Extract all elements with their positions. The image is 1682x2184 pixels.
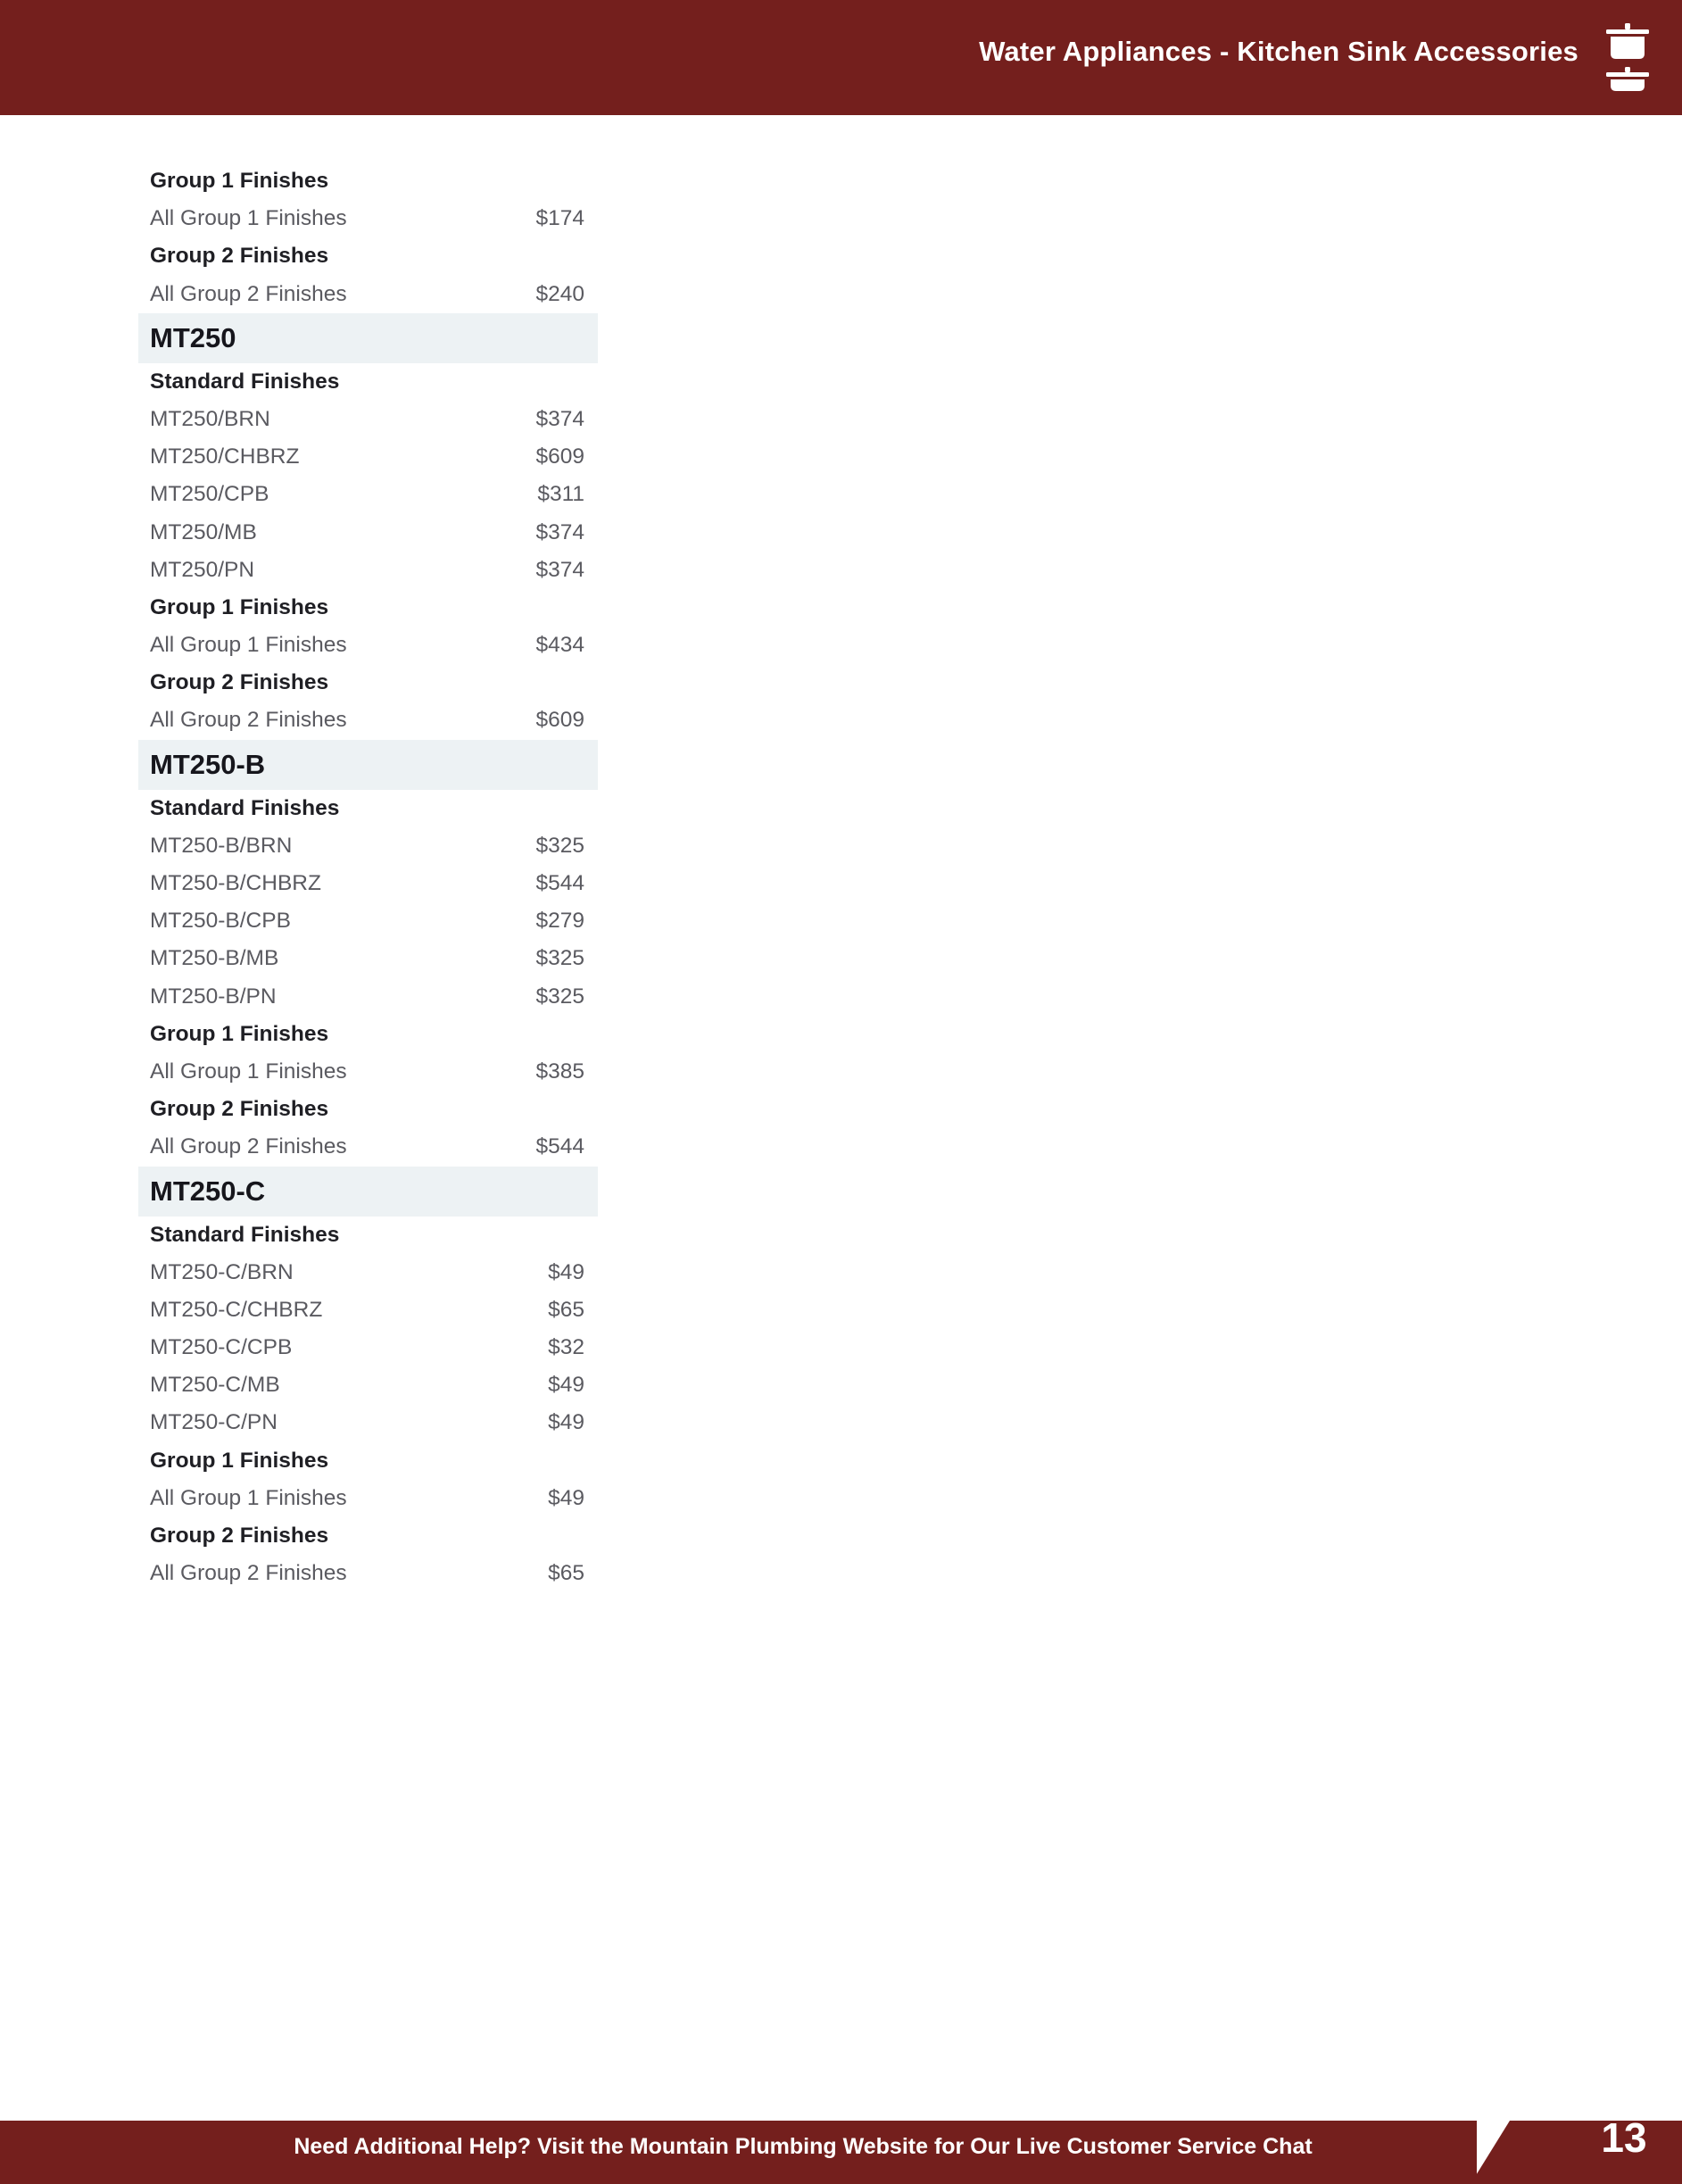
finish-label: MT250/CHBRZ	[150, 444, 300, 469]
price-value: $374	[535, 519, 584, 544]
finish-group-heading: Group 2 Finishes	[150, 670, 329, 695]
finish-label: MT250-C/CHBRZ	[150, 1297, 323, 1322]
price-row	[138, 1480, 598, 1517]
finish-label: All Group 2 Finishes	[150, 1134, 347, 1159]
model-heading: MT250	[138, 313, 598, 363]
price-table	[138, 162, 598, 1592]
finish-label: MT250-C/BRN	[150, 1259, 294, 1284]
finish-label: MT250/PN	[150, 557, 255, 582]
finish-group-heading: Standard Finishes	[150, 369, 340, 394]
finish-label: MT250-C/MB	[150, 1373, 280, 1398]
price-value: $374	[535, 557, 584, 582]
price-value: $279	[535, 909, 584, 934]
price-row	[138, 1366, 598, 1404]
price-value: $385	[535, 1059, 584, 1084]
finish-label: MT250-B/CHBRZ	[150, 871, 321, 895]
price-value: $311	[537, 482, 584, 507]
kitchen-pot-icon	[1603, 20, 1652, 98]
price-value: $609	[535, 444, 584, 469]
finish-label: MT250/CPB	[150, 482, 269, 507]
price-row	[138, 1053, 598, 1091]
finish-label: MT250-B/PN	[150, 984, 277, 1009]
finish-label: MT250-B/CPB	[150, 909, 291, 934]
price-value: $325	[535, 833, 584, 858]
price-value: $325	[535, 984, 584, 1009]
finish-group-heading: Group 1 Finishes	[150, 594, 329, 619]
finish-group-heading: Group 2 Finishes	[150, 1524, 329, 1548]
price-row	[138, 702, 598, 739]
finish-label: All Group 1 Finishes	[150, 1059, 347, 1084]
finish-label: MT250/BRN	[150, 406, 270, 431]
finish-label: MT250-C/PN	[150, 1410, 278, 1435]
finish-group-heading: Group 1 Finishes	[150, 1448, 329, 1473]
price-value: $374	[535, 406, 584, 431]
finish-label: All Group 1 Finishes	[150, 206, 347, 231]
price-row	[138, 200, 598, 237]
price-row	[138, 940, 598, 977]
finish-label: MT250/MB	[150, 519, 257, 544]
price-row	[138, 276, 598, 313]
price-value: $174	[535, 206, 584, 231]
finish-group-heading: Group 2 Finishes	[150, 1097, 329, 1122]
finish-label: MT250-B/BRN	[150, 833, 293, 858]
price-value: $65	[548, 1297, 584, 1322]
price-row	[138, 627, 598, 664]
price-row	[138, 552, 598, 589]
price-value: $32	[548, 1335, 584, 1360]
price-row	[138, 1555, 598, 1592]
price-row	[138, 1291, 598, 1329]
finish-label: MT250-B/MB	[150, 946, 279, 971]
price-value: $240	[535, 281, 584, 306]
finish-group-heading: Standard Finishes	[150, 795, 340, 820]
price-value: $544	[535, 1134, 584, 1159]
finish-label: All Group 1 Finishes	[150, 1485, 347, 1510]
finish-label: All Group 1 Finishes	[150, 633, 347, 658]
page-header	[0, 0, 1682, 115]
finish-group-heading: Group 1 Finishes	[150, 169, 329, 193]
price-value: $49	[548, 1410, 584, 1435]
price-value: $49	[548, 1259, 584, 1284]
finish-label: All Group 2 Finishes	[150, 281, 347, 306]
price-row	[138, 438, 598, 476]
price-row	[138, 1254, 598, 1291]
finish-label: MT250-C/CPB	[150, 1335, 293, 1360]
header-title: Water Appliances - Kitchen Sink Accessories	[979, 36, 1578, 67]
price-row	[138, 514, 598, 552]
price-value: $49	[548, 1373, 584, 1398]
price-row	[138, 865, 598, 902]
price-row	[138, 902, 598, 940]
price-value: $544	[535, 871, 584, 895]
finish-label: All Group 2 Finishes	[150, 1561, 347, 1586]
finish-group-heading: Group 2 Finishes	[150, 244, 329, 269]
price-row	[138, 401, 598, 438]
price-row	[138, 1128, 598, 1166]
price-value: $434	[535, 633, 584, 658]
price-value: $65	[548, 1561, 584, 1586]
model-heading: MT250-C	[138, 1167, 598, 1217]
price-row	[138, 1329, 598, 1366]
price-value: $49	[548, 1485, 584, 1510]
price-row	[138, 827, 598, 865]
finish-group-heading: Standard Finishes	[150, 1222, 340, 1247]
price-value: $325	[535, 946, 584, 971]
price-row	[138, 1404, 598, 1441]
price-row	[138, 476, 598, 513]
finish-group-heading: Group 1 Finishes	[150, 1021, 329, 1046]
price-value: $609	[535, 708, 584, 733]
page-number: 13	[1601, 2114, 1647, 2161]
finish-label: All Group 2 Finishes	[150, 708, 347, 733]
price-row	[138, 978, 598, 1016]
footer-help-text: Need Additional Help? Visit the Mountain Plumbing Website for Our Live Customer Service Chat	[294, 2134, 1313, 2159]
model-heading: MT250-B	[138, 740, 598, 790]
